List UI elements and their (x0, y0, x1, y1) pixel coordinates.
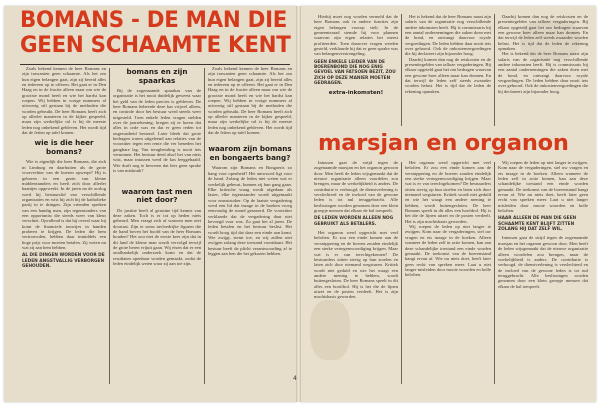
left-column-3 (208, 66, 292, 386)
article-paragraph: Daarbij komen dan nog de reiskosten en de presentiegelden van talloze vergaderingen. Bij elkaar opgeteld gaat het om bedragen waarvan een gewone boer alleen maar kan dromen. En dat terwijl de leden zelf steeds zwaarder worden belast. Het is tijd dat de leden de rekening opmaken. (405, 56, 491, 94)
subhead-spaarkas: bomans en zijn spaarkas (126, 67, 188, 85)
right-upper-column-3 (498, 14, 588, 128)
article-paragraph: Intussen gaat de strijd tegen de zogenaamde marsjan en het organon gewoon door. Men heeft de leden wijsgemaakt dat de nieuwe organisatie alleen voordelen zou brengen, maar de werkelijkheid is anders. De contributie is verhoogd, de dienstverlening is verslechterd en de invloed van de gewone leden is tot nul teruggebracht. Alle beslissingen worden genomen door een klein groepje mensen dat elkaar de bal toespeelt. (498, 235, 588, 289)
column-divider (109, 68, 110, 384)
headline-line-2: GEEN SCHAAMTE KENT (20, 32, 291, 58)
headline-rule (20, 64, 290, 65)
subhead-waarom-bang: waarom zijn bomans en bongaerts bang? (208, 144, 292, 162)
subhead-extra: extra-inkomsten! (328, 90, 384, 97)
article-paragraph: Wie is eigenlijk die heer Bomans, die zich in Limburg en daarbuiten als de grote voorvechter van de boeren opwerpt? Hij is geboren in een gezin van kleine middenstanders en heeft zich door allerlei baantjes opgewerkt. In de jaren na de oorlog werd hij bestuurslid van verschillende organisaties en wist hij zich bij de katholieke partij in te dringen. Zijn vrienden spreken van een handig man, zijn tegenstanders van een opportunist die steeds weer van kleur verschiet. Opvallend is dat hij overal waar hij komt de financiele touwtjes in handen probeert te krijgen. De leden die hem vertrouwden, hebben daar inmiddels een hoge prijs voor moeten betalen. Zij weten nu wat zij aan hem hebben. (22, 159, 106, 250)
article-paragraph: Intussen gaat de strijd tegen de zogenaamde marsjan en het organon gewoon door. Men heeft de leden wijsgemaakt dat de nieuwe organisatie alleen voordelen zou brengen, maar de werkelijkheid is anders. De contributie is verhoogd, de dienstverlening is verslechterd en de invloed van de gewone leden is tot nul teruggebracht. Alle beslissingen worden genomen door een klein groepje mensen dat elkaar de bal toespeelt. (314, 160, 398, 214)
left-column-2 (113, 66, 201, 386)
article-paragraph: Zoals bekend kennen de heer Bomans en zijn trawanten geen schaamte. Als het om hun eigen belangen gaat, zijn zij bereid alles en iedereen op te offeren. Het gaat er in Den Haag en in de fractie alleen maar om wie de grootste mond heeft en wie het hardst kan roepen. Wij hebben in vorige nummers al uitvoerig stil gestaan bij de methoden die worden gebruikt. De heer Bomans heeft zich op allerlei manieren in de kijker gespeeld, maar zijn werkelijke rol is bij de meeste leden nog onbekend gebleven. Het wordt tijd dat de feiten op tafel komen. (22, 66, 106, 136)
caps-paragraph: HAAR ALLEEN DE MAN DIE GEEN SCHAAMTE KENT BLIJFT ZITTEN ZOLANG HIJ DAT ZELF WIL. (498, 216, 577, 233)
right-lower-column-2 (405, 160, 491, 386)
column-divider (494, 162, 495, 384)
column-divider (401, 14, 402, 126)
article-paragraph: Het organon werd opgericht met veel beloften. Er zou een einde komen aan de versnippering en de boeren zouden eindelijk een sterke vertegenwoordiging krijgen. Maar wat is er van terechtgekomen? De bestuurders zitten stevig op hun stoelen en laten zich door niemand wegsturen. Kritiek wordt niet geduld en wie het waagt een andere mening te hebben, wordt buitengesloten. De heer Bomans speelt in dit alles een hoofdrol. Hij is het die de lijnen uitzet en de posten verdeelt. Het is zijn machtsbasis geworden. (405, 160, 491, 224)
right-upper-column-2 (405, 14, 491, 128)
column-divider (204, 68, 205, 384)
caps-paragraph: DE LEDEN WORDEN ALLEEN NOG GEBRUIKT ALS BETALERS. (314, 216, 394, 227)
article-paragraph: Waarom zijn Bomans en Bongaerts zo bang voor openheid? Het antwoord ligt voor de hand. Zolang de leden niet weten wat er werkelijk gebeurt, kunnen zij hun gang gaan. Elke kritische vraag wordt afgedaan als laster, elke tegenstander wordt uitgemaakt voor onruststoker. Op de laatste vergadering werd een lid dat inzage in de boeken vroeg eenvoudig de mond gesnoerd. De voorzitter verklaarde dat de vergadering daar niet bevoegd voor was. Zo gaat het al jaren. De leden betalen en het bestuur beslist. Het wordt hoog tijd dat daar een einde aan komt. Wie zwijgt, stemt toe, en wij zullen niet zwijgen zolang deze toestand voortduurt. Het bestuur heeft de plicht verantwoording af te leggen aan hen die het gekozen hebben. (208, 165, 292, 256)
caps-paragraph: AL DIE DINGEN WORDEN VOOR DE LEDEN ANGSTVALLIG VERBORGEN GEHOUDEN. (22, 253, 105, 269)
article-paragraph: Hierbij moet nog worden vermeld dat de heer Bomans ook in andere functies zijn eigen belangen voorop stelt. In de gemeenteraad stemde hij voor plannen waarvan zijn eigen relaties het meest profiteerden. Toen daarover vragen werden gesteld, verklaarde hij dat er geen sprake was van belangenverstrengeling. (314, 14, 398, 57)
right-lower-column-3 (498, 160, 588, 386)
article-paragraph: De justitie heeft al geruime tijd kennis van deze zaken. Toch is er tot op heden niets gebeurd. Men vraagt zich af waarom men niet doortast. Zijn er soms invloedrijke figuren die de hand boven het hoofd van de heer Bomans houden? Het zou niet de eerste keer zijn dat in dit land de kleine man wordt vervolgd terwijl de grote heren vrijuit gaan. Wij eisen dat er een onafhankelijk onderzoek komt en dat de resultaten openbaar worden gemaakt, zodat de leden eindelijk weten waar zij aan toe zijn. (113, 207, 201, 266)
column-divider (494, 14, 495, 126)
article-paragraph: Het organon werd opgericht met veel beloften. Er zou een einde komen aan de versnippering en de boeren zouden eindelijk een sterke vertegenwoordiging krijgen. Maar wat is er van terechtgekomen? De bestuurders zitten stevig op hun stoelen en laten zich door niemand wegsturen. Kritiek wordt niet geduld en wie het waagt een andere mening te hebben, wordt buitengesloten. De heer Bomans speelt in dit alles een hoofdrol. Hij is het die de lijnen uitzet en de posten verdeelt. Het is zijn machtsbasis geworden. (314, 230, 398, 300)
article-paragraph: Het is bekend dat de heer Bomans naast zijn salaris van de organisatie nog verschillende andere inkomsten heeft. Hij is commissaris bij een aantal ondernemingen die zaken doen met de bond, en ontvangt daarvoor royale vergoedingen. De leden hebben daar nooit iets over gehoord. Ook de onkostenvergoedingen die hij declareert zijn bijzonder hoog. (405, 14, 491, 57)
main-headline (20, 7, 291, 58)
article-paragraph: Wij roepen de leden op niet langer te zwijgen. Kom naar de vergaderingen, stel uw vragen en eis inzage in de boeken. Alleen wanneer de leden zelf in actie komen, kan aan deze schandelijke toestand een einde worden gemaakt. De toekomst van de boerenstand hangt ervan af. Wie nu niets doet, heeft later geen recht van spreken meer. Laat u niet langer misleiden door mooie woorden en holle beloften. (405, 224, 491, 278)
article-paragraph: Wij roepen de leden op niet langer te zwijgen. Kom naar de vergaderingen, stel uw vragen en eis inzage in de boeken. Alleen wanneer de leden zelf in actie komen, kan aan deze schandelijke toestand een einde worden gemaakt. De toekomst van de boerenstand hangt ervan af. Wie nu niets doet, heeft later geen recht van spreken meer. Laat u niet langer misleiden door mooie woorden en holle beloften. (498, 160, 588, 214)
left-column-1 (22, 66, 106, 386)
column-divider (401, 162, 402, 384)
article-paragraph: Zoals bekend kennen de heer Bomans en zijn trawanten geen schaamte. Als het om hun eigen belangen gaat, zijn zij bereid alles en iedereen op te offeren. Het gaat er in Den Haag en in de fractie alleen maar om wie de grootste mond heeft en wie het hardst kan roepen. Wij hebben in vorige nummers al uitvoerig stil gestaan bij de methoden die worden gebruikt. De heer Bomans heeft zich op allerlei manieren in de kijker gespeeld, maar zijn werkelijke rol is bij de meeste leden nog onbekend gebleven. Het wordt tijd dat de feiten op tafel komen. (208, 66, 292, 136)
article-paragraph: Het is bekend dat de heer Bomans naast zijn salaris van de organisatie nog verschillende andere inkomsten heeft. Hij is commissaris bij een aantal ondernemingen die zaken doen met de bond, en ontvangt daarvoor royale vergoedingen. De leden hebben daar nooit iets over gehoord. Ook de onkostenvergoedingen die hij declareert zijn bijzonder hoog. (498, 51, 588, 94)
right-upper-column-1 (314, 14, 398, 128)
section-headline: marsjan en organon (318, 130, 569, 156)
subhead-wie: wie is die heer bomans? (34, 138, 94, 156)
article-paragraph: Bij de zogenaamde spaarkas van de organisatie is het nooit duidelijk geweest waar het geld van de leden precies is gebleven. De heer Bomans beheerde deze kas vrijwel alleen, en controle door het bestuur werd steeds weer uitgesteld. Toen enkele leden vragen stelden over de jaarrekening, kregen zij te horen dat alles in orde was en dat er geen reden tot ongerustheid bestond. Later bleek dat grote bedragen waren uitgeleend aan relaties van de voorzitter tegen een rente die ver beneden het gangbare lag. Van terugbetaling is nooit iets vernomen. Het bestuur deed alsof het van niets wist, maar intussen werd de kas leeggehaald. Wie durft nog te beweren dat hier geen sprake is van misbruik? (113, 88, 201, 174)
headline-line-1: BOMANS - DE MAN DIE (20, 7, 288, 33)
subhead-waarom-niet: waarom tast men niet door? (121, 186, 193, 204)
page-fold (296, 6, 301, 402)
caps-paragraph: GEEN ENKELE LEIDER VAN DE BOERENBOND DIE NOG ENIG GEVOEL VAN FATSOEN BEZIT, ZOU ZICH OP DEZE MANIER MOETEN GEDRAGEN. (314, 59, 396, 87)
page-number: 4 (293, 375, 297, 382)
right-lower-column-1 (314, 160, 398, 386)
article-paragraph: Daarbij komen dan nog de reiskosten en de presentiegelden van talloze vergaderingen. Bij elkaar opgeteld gaat het om bedragen waarvan een gewone boer alleen maar kan dromen. En dat terwijl de leden zelf steeds zwaarder worden belast. Het is tijd dat de leden de rekening opmaken. (498, 14, 588, 52)
